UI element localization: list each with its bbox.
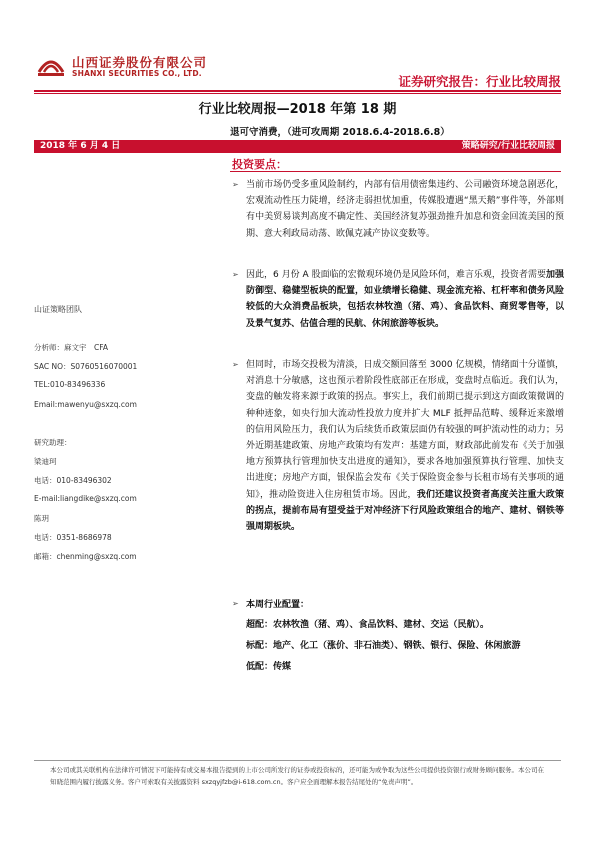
section-heading: 投资要点： [232, 158, 287, 171]
footer-divider [34, 760, 561, 761]
point-2-emphasis: 加强防御型、稳健型板块的配置，如业绩增长稳健、现金流充裕、杠杆率和债务风险较低的大众消费品板块，包括农林牧渔（猪、鸡）、食品饮料、商贸零售等，以及景气复苏、估值合理的民航、休闲旅游等板块。 [246, 270, 564, 329]
analyst-sac: SAC NO：S0760516070001 [34, 362, 138, 371]
point-3-emphasis: 我们还建议投资者高度关注重大政策的拐点，提前布局有望受益于对冲经济下行风险政策组合的地产、建材、钢铁等强周期板块。 [246, 489, 564, 533]
team-name: 山证策略团队 [34, 305, 82, 314]
bullet-icon: ➢ [232, 360, 239, 369]
config-underweight: 低配：传媒 [246, 662, 292, 672]
bullet-icon: ➢ [232, 270, 239, 279]
header-divider-thin [34, 93, 561, 94]
company-name-cn: 山西证券股份有限公司 [72, 55, 208, 70]
config-standard: 标配：地产、化工（涨价、非石油类）、钢铁、银行、保险、休闲旅游 [246, 641, 521, 651]
report-subtitle: 退可守消费，（进可攻周期 2018.6.4-2018.6.8） [230, 127, 450, 138]
report-type: 策略研究/行业比较周报 [461, 141, 555, 151]
analyst-tel: TEL:010-83496336 [34, 380, 106, 389]
disclaimer-footer: 本公司或其关联机构在法律许可情况下可能持有或交易本报告提到的上市公司所发行的证券或投资标的，还可能为或争取为这些公司提供投资银行或财务顾问服务。本公司在知晓范围内履行披露义务。客户可索取有关披露资料 sxzqyjfzb@i-618.com.cn。客户应全面理解本报告结尾处的“免责声明”。 [50, 766, 544, 786]
company-name-en: SHANXI SECURITIES CO., LTD. [72, 69, 202, 78]
report-category: 证券研究报告：行业比较周报 [398, 74, 561, 89]
point-3 [246, 357, 564, 535]
assistant-label: 研究助理： [34, 438, 72, 447]
bullet-icon: ➢ [232, 599, 239, 608]
report-title: 行业比较周报—2018 年第 18 期 [198, 102, 397, 117]
assistant1-tel: 电话：010-83496302 [34, 476, 112, 485]
assistant2-tel: 电话：0351-8686978 [34, 533, 112, 542]
config-overweight: 超配：农林牧渔（猪、鸡）、食品饮料、建材、交运（民航）。 [246, 620, 490, 630]
assistant2-name: 陈玥 [34, 514, 49, 523]
point-2 [246, 267, 564, 332]
config-heading: 本周行业配置： [246, 600, 310, 610]
report-date: 2018 年 6 月 4 日 [40, 141, 121, 151]
assistant1-email[interactable]: E-mail:liangdike@sxzq.com [34, 494, 137, 503]
company-logo-icon [36, 52, 66, 80]
point-2-text: 因此，6 月份 A 股面临的宏微观环境仍是风险环伺，难言乐观，投资者需要 [246, 270, 546, 280]
point-1: 当前市场仍受多重风险制约，内部有信用债密集违约、公司融资环境急剧恶化，宏观流动性压力陡增，经济走弱担忧加重，传媒股遭遇“黑天鹅”事件等，外部则有中美贸易谈判高度不确定性、美国经济复苏强劲推升加息和资金回流美国的预期、意大利政局动荡、欧佩克减产协议变数等。 [246, 180, 564, 239]
analyst-name: 分析师：麻文宇 CFA [34, 343, 108, 352]
analyst-email[interactable]: Email:mawenyu@sxzq.com [34, 400, 137, 409]
point-3-text: 但同时，市场交投极为清淡，日成交额回落至 3000 亿规模，情绪面十分谨慎，对消息十分敏感，这也预示着阶段性底部正在形成，变盘时点临近。我们认为，变盘的触发将来源于政策的拐点。事实上，我们前期已提示到这方面政策微调的种种迹象，如央行加大流动性投放力度并扩大 MLF 抵押品范畴、缓释近来激增的信用风险压力，我们认为后续货币政策层面仍有较强的呵护流动性的动力；另外近期基建政策、房地产政策均有发声：基建方面，财政部此前发布《关于加强地方预算执行管理加快支出进度的通知》，要求各地加强预算执行管理、加快支出进度；房地产方面，银保监会发布《关于保险资金参与长租市场有关事项的通知》，推动险资进入住房租赁市场。因此， [246, 360, 564, 500]
section-divider [230, 171, 561, 172]
assistant2-email[interactable]: 邮箱：chenming@sxzq.com [34, 552, 137, 561]
assistant1-name: 梁迪珂 [34, 457, 57, 466]
bullet-icon: ➢ [232, 180, 239, 189]
header-divider [34, 90, 561, 92]
